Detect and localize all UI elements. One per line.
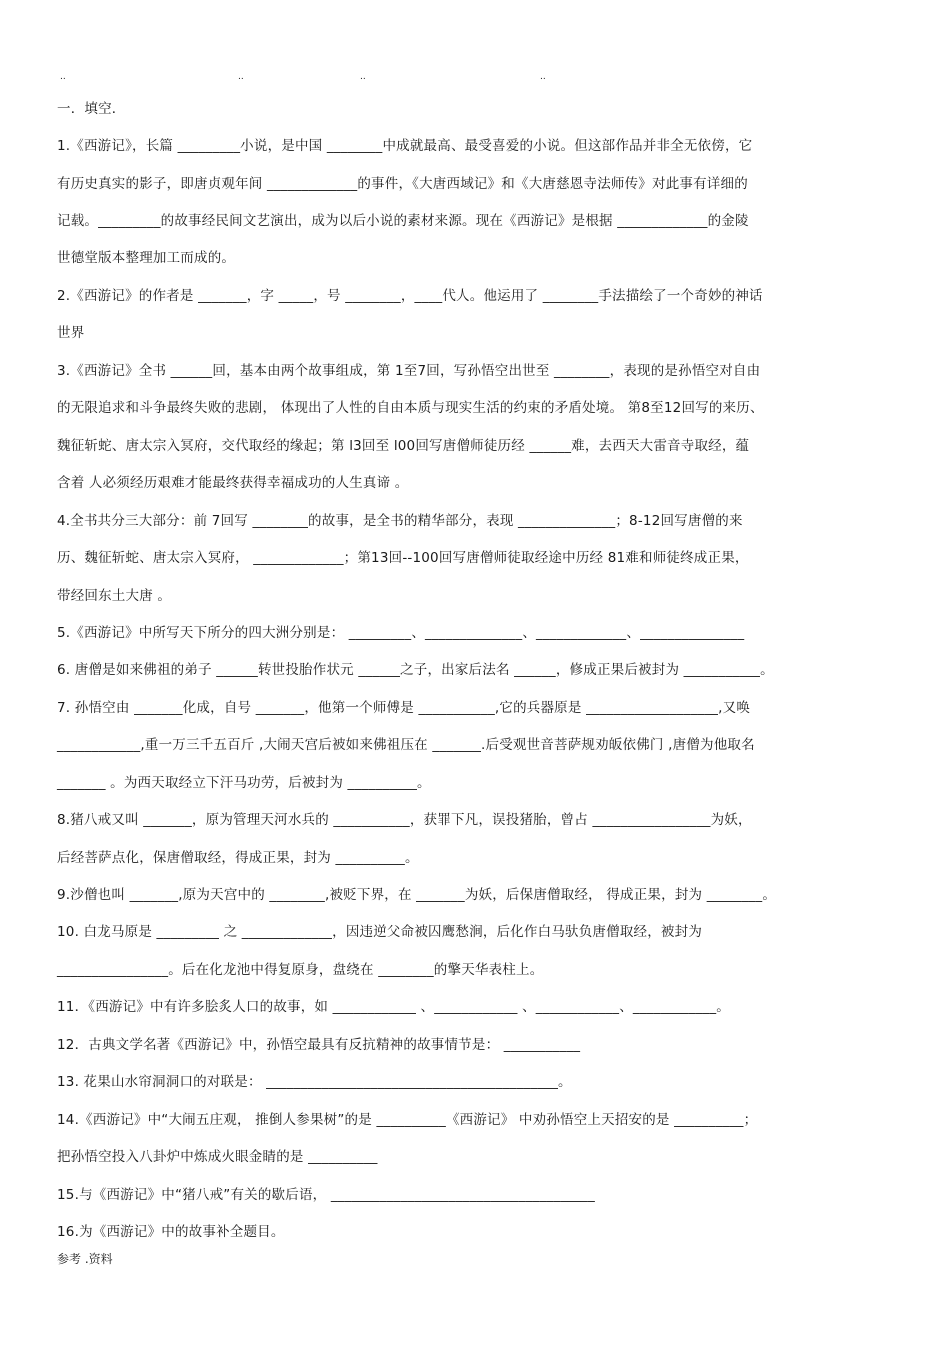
question-line: 15.与《西游记》中“猪八戒”有关的歇后语， ______________________________________ (57, 1187, 595, 1203)
question-line: ________________。后在化龙池中得复原身，盘绕在 ________的擎天华表柱上。 (57, 962, 544, 978)
question-line: 11．《西游记》中有许多脍炙人口的故事，如 ____________ 、____________ 、____________、____________。 (57, 999, 731, 1015)
header-dot: .. (540, 72, 546, 82)
question-line: 13. 花果山水帘洞洞口的对联是： __________________________________________。 (57, 1074, 572, 1090)
header-dot: .. (360, 72, 366, 82)
question-line: ____________,重一万三千五百斤 ,大闹天宫后被如来佛祖压在 _______.后受观世音菩萨规劝皈依佛门 ,唐僧为他取名 (57, 737, 755, 753)
question-line: 后经菩萨点化，保唐僧取经，得成正果，封为 __________。 (57, 850, 419, 866)
question-line: 世界 (57, 325, 85, 341)
question-line: 5.《西游记》中所写天下所分的四大洲分别是： _________、______________、_____________、_______________ (57, 625, 745, 641)
question-line: 7. 孙悟空由 _______化成，自号 _______，他第一个师傅是 ___________,它的兵器原是 ___________________,又唤 (57, 700, 751, 716)
question-line: 历、魏征斩蛇、唐太宗入冥府， _____________；第13回--100回写唐僧师徒取经途中历经 81难和师徒终成正果， (57, 550, 749, 566)
question-line: 14.《西游记》中“大闹五庄观， 推倒人参果树”的是 __________《西游记》 中劝孙悟空上天招安的是 __________； (57, 1112, 758, 1128)
question-line: 带经回东土大唐 。 (57, 588, 172, 604)
question-line: 把孙悟空投入八卦炉中炼成火眼金睛的是 __________ (57, 1149, 378, 1165)
question-line: 的无限追求和斗争最终失败的悲剧， 体现出了人性的自由本质与现实生活的约束的矛盾处境。 第8至12回写的来历、 (57, 400, 764, 416)
question-line: 10. 白龙马原是 _________ 之 _____________，因违逆父命被囚鹰愁涧，后化作白马驮负唐僧取经，被封为 (57, 924, 703, 940)
question-line: 世德堂版本整理加工而成的。 (57, 250, 236, 266)
question-line: 2.《西游记》的作者是 _______，字 _____，号 ________，____代人。他运用了 ________手法描绘了一个奇妙的神话 (57, 288, 763, 304)
question-line: 9.沙僧也叫 _______,原为天宫中的 ________,被贬下界，在 _______为妖，后保唐僧取经， 得成正果，封为 ________。 (57, 887, 777, 903)
header-dot: .. (60, 72, 66, 82)
question-line: 12．古典文学名著《西游记》中，孙悟空最具有反抗精神的故事情节是： ___________ (57, 1037, 581, 1053)
question-line: 1.《西游记》，长篇 _________小说，是中国 ________中成就最高、最受喜爱的小说。但这部作品并非全无依傍，它 (57, 138, 753, 154)
header-dots (0, 72, 950, 86)
section-title: 一．填空． (57, 101, 126, 117)
footer-text: 参考 .资料 (57, 1252, 113, 1266)
question-line: 有历史真实的影子，即唐贞观年间 _____________的事件，《大唐西域记》和《大唐慈恩寺法师传》对此事有详细的 (57, 176, 748, 192)
question-line: _______ 。为西天取经立下汗马功劳，后被封为 __________。 (57, 775, 431, 791)
header-dot: .. (238, 72, 244, 82)
question-line: 6. 唐僧是如来佛祖的弟子 ______转世投胎作状元 ______之子，出家后法名 ______，修成正果后被封为 ___________。 (57, 662, 774, 678)
question-line: 16.为《西游记》中的故事补全题目。 (57, 1224, 285, 1240)
question-line: 8.猪八戒又叫 _______，原为管理天河水兵的 ___________，获罪下凡，误投猪胎，曾占 _________________为妖， (57, 812, 752, 828)
question-line: 3.《西游记》全书 ______回，基本由两个故事组成，第 1至7回，写孙悟空出世至 ________，表现的是孙悟空对自由 (57, 363, 761, 379)
question-line: 4.全书共分三大部分：前 7回写 ________的故事，是全书的精华部分，表现 ______________；8-12回写唐僧的来 (57, 513, 743, 529)
question-line: 记载。_________的故事经民间文艺演出，成为以后小说的素材来源。现在《西游记》是根据 _____________的金陵 (57, 213, 749, 229)
question-line: 魏征斩蛇、唐太宗入冥府，交代取经的缘起；第 l3回至 l00回写唐僧师徒历经 ______难，去西天大雷音寺取经，蕴 (57, 438, 750, 454)
question-line: 含着 人必须经历艰难才能最终获得幸福成功的人生真谛 。 (57, 475, 409, 491)
